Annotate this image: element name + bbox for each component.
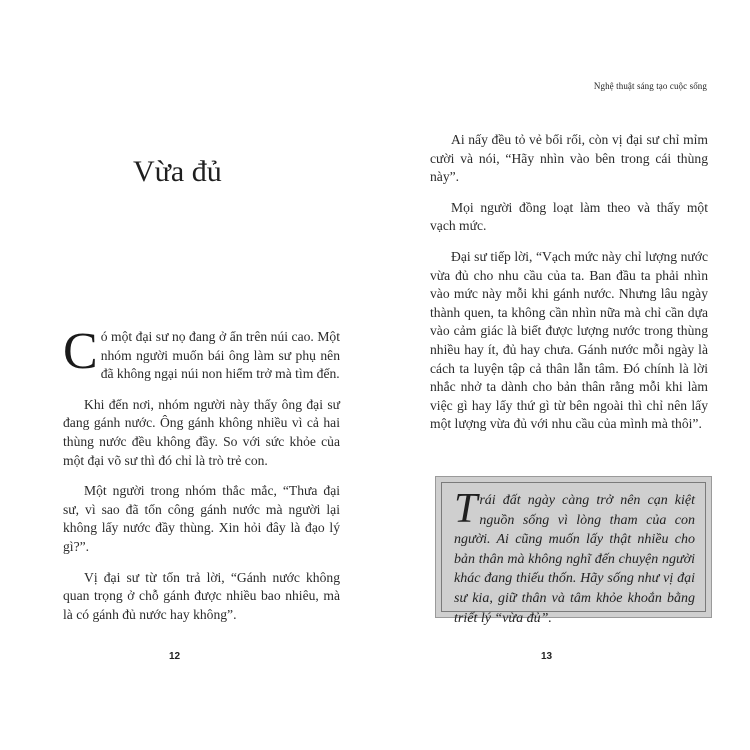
drop-cap: C	[63, 323, 98, 380]
quote-text-frame	[441, 482, 706, 626]
chapter-title: Vừa đủ	[133, 155, 222, 188]
quote-drop-cap: T	[454, 486, 478, 532]
right-paragraph-2: Mọi người đồng loạt làm theo và thấy một vạch mức.	[430, 199, 708, 234]
right-body-text	[430, 131, 708, 446]
running-header: Nghệ thuật sáng tạo cuộc sống	[593, 81, 707, 91]
right-paragraph-1: Ai nấy đều tỏ vẻ bối rối, còn vị đại sư chỉ mỉm cười và nói, “Hãy nhìn vào bên trong cái thùng này”.	[430, 132, 708, 185]
left-paragraph-2: Khi đến nơi, nhóm người này thấy ông đại sư đang gánh nước. Ông gánh không nhiều vì cả hai thùng nước đều không đầy. So với sức khỏe của một đại võ sư thì đó chỉ là trò trẻ con.	[63, 396, 340, 468]
left-page-number: 12	[169, 651, 181, 662]
left-paragraph-4: Vị đại sư từ tốn trả lời, “Gánh nước không quan trọng ở chỗ gánh được nhiều bao nhiêu, mà là có gánh đủ nước hay không”.	[63, 569, 340, 622]
left-paragraph-1	[63, 323, 340, 384]
quote-box	[435, 476, 712, 626]
left-paragraph-1-text: ó một đại sư nọ đang ở ẩn trên núi cao. Một nhóm người muốn bái ông làm sư phụ nên đã không ngại núi non hiểm trở mà tìm đến.	[100, 329, 340, 382]
left-body-text	[63, 323, 340, 636]
right-page	[375, 0, 750, 750]
quote-text: rái đất ngày càng trở nên cạn kiệt nguồn sống vì lòng tham của con người. Ai cũng muốn lấy thật nhiều cho bản thân mà không nghĩ đến chuyện người khác đang thiếu thốn. Hãy sống như vị đại sư kia, giữ thân và tâm khỏe khoắn bằng triết lý “vừa đủ”.	[454, 493, 695, 626]
left-paragraph-3: Một người trong nhóm thắc mắc, “Thưa đại sư, vì sao đã tốn công gánh nước mà người lại không lấy nước đầy thùng. Xin hỏi đây là đạo lý gì?”.	[63, 483, 340, 554]
right-page-number: 13	[541, 651, 553, 662]
right-paragraph-3: Đại sư tiếp lời, “Vạch mức này chỉ lượng nước vừa đủ cho nhu cầu của ta. Ban đầu ta phải nhìn vào mức này mỗi khi gánh nước. Nhưng lâu ngày thành quen, ta không cần nhìn nữa mà chỉ cần dựa vào cảm giác là biết được lượng nước trong thùng nhiều hay ít, đủ hay chưa. Gánh nước mỗi ngày là cách ta luyện tập cả thân lẫn tâm. Đó chính là lời nhắc nhở ta dành cho bản thân rằng mỗi khi làm việc gì hay lấy thứ gì từ bên ngoài thì chỉ nên lấy một lượng vừa đủ với nhu cầu của mình mà thôi”.	[430, 248, 708, 432]
